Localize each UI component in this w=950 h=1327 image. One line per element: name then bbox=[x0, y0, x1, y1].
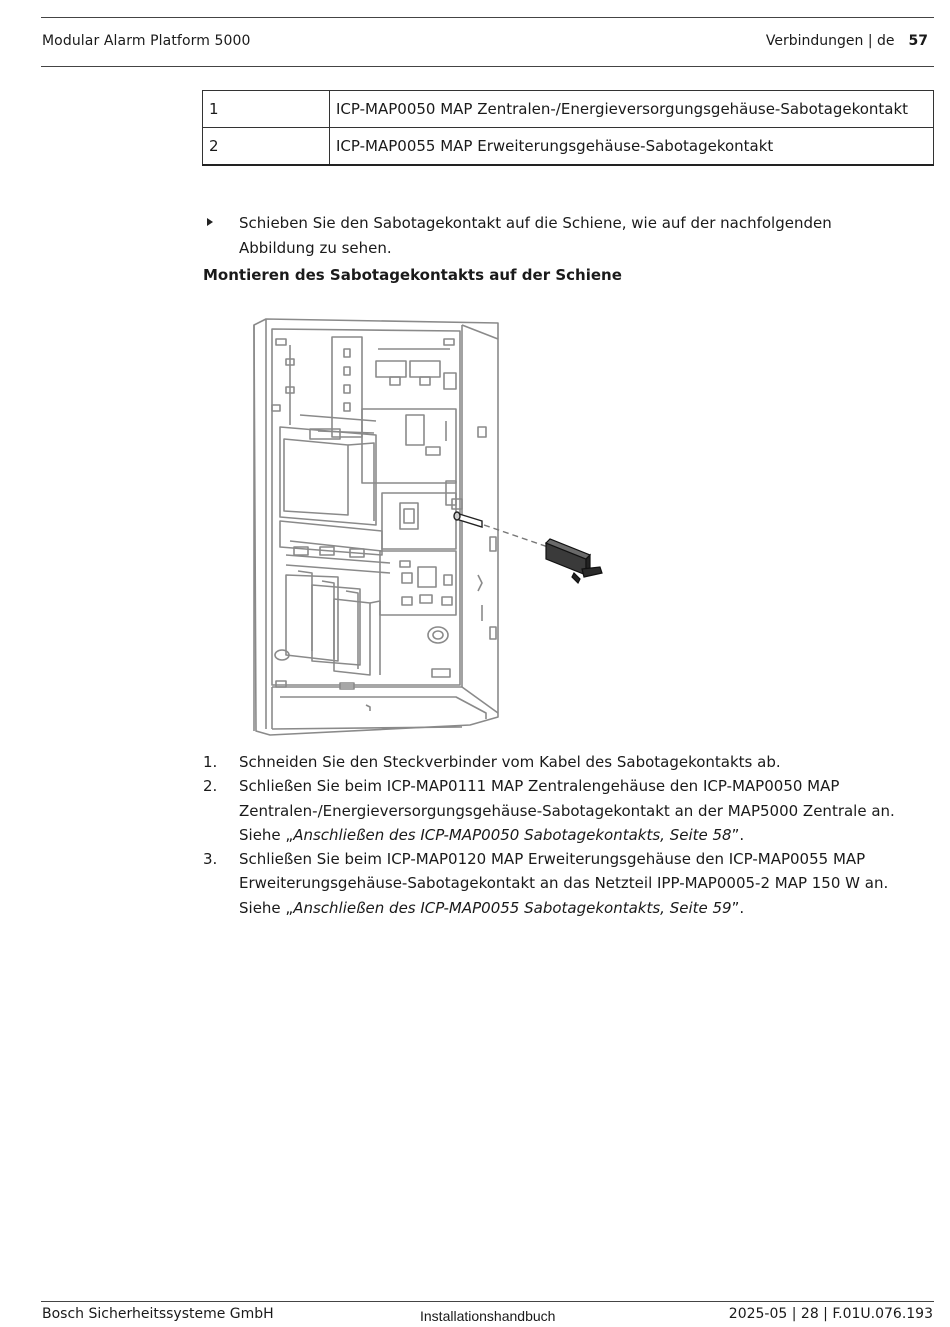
legend-number: 2 bbox=[203, 128, 330, 166]
enclosure-drawing bbox=[250, 315, 610, 740]
legend-table bbox=[202, 90, 934, 166]
legend-number: 1 bbox=[203, 91, 330, 128]
enclosure-illustration bbox=[250, 315, 610, 740]
section-label: Verbindungen | de bbox=[765, 33, 895, 49]
step-number: 3. bbox=[203, 850, 218, 869]
page-number: 57 bbox=[908, 33, 928, 49]
cross-reference-link[interactable]: Anschließen des ICP-MAP0050 Sabotagekontakts, Seite 58 bbox=[293, 825, 732, 844]
footer-doc-ref: 2025-05 | 28 | F.01U.076.193 bbox=[728, 1306, 933, 1322]
list-item bbox=[203, 774, 928, 847]
legend-text: ICP-MAP0055 MAP Erweiterungsgehäuse-Sabotagekontakt bbox=[330, 128, 934, 166]
step-number: 2. bbox=[203, 777, 218, 796]
ref-prefix: Siehe „ bbox=[239, 898, 294, 917]
list-item bbox=[203, 847, 928, 920]
document-title: Modular Alarm Platform 5000 bbox=[42, 33, 251, 49]
table-row bbox=[203, 128, 934, 166]
step-text: Schließen Sie beim ICP-MAP0111 MAP Zentralengehäuse den ICP-MAP0050 MAP Zentralen-/Energieversorgungsgehäuse-Sabotagekontakt an der MAP5000 Zentrale an. bbox=[239, 777, 895, 820]
ref-prefix: Siehe „ bbox=[239, 825, 294, 844]
header-top-rule bbox=[41, 17, 934, 18]
ref-suffix: ”. bbox=[731, 898, 745, 917]
table-row bbox=[203, 91, 934, 128]
instruction-text: Schieben Sie den Sabotagekontakt auf die Schiene, wie auf der nachfolgenden Abbildung zu sehen. bbox=[239, 214, 832, 257]
step-text: Schließen Sie beim ICP-MAP0120 MAP Erweiterungsgehäuse den ICP-MAP0055 MAP Erweiterungsgehäuse-Sabotagekontakt an das Netzteil IPP-MAP0005-2 MAP 150 W an. bbox=[239, 850, 889, 893]
list-item bbox=[203, 750, 928, 774]
steps-list bbox=[203, 750, 928, 920]
step-number: 1. bbox=[203, 753, 218, 771]
figure-title: Montieren des Sabotagekontakts auf der Schiene bbox=[203, 266, 622, 284]
header-bottom-rule bbox=[41, 66, 934, 67]
footer-company: Bosch Sicherheitssysteme GmbH bbox=[42, 1306, 274, 1322]
footer-rule bbox=[41, 1301, 934, 1302]
triangle-bullet-icon bbox=[207, 218, 213, 226]
instruction-item bbox=[207, 211, 907, 260]
legend-text: ICP-MAP0050 MAP Zentralen-/Energieversorgungsgehäuse-Sabotagekontakt bbox=[330, 91, 934, 128]
ref-suffix: ”. bbox=[731, 825, 745, 844]
header-section bbox=[766, 33, 928, 49]
cross-reference-link[interactable]: Anschließen des ICP-MAP0055 Sabotagekontakts, Seite 59 bbox=[293, 898, 732, 917]
step-text: Schneiden Sie den Steckverbinder vom Kabel des Sabotagekontakts ab. bbox=[239, 753, 781, 771]
footer-doc-type: Installationshandbuch bbox=[420, 1308, 556, 1324]
